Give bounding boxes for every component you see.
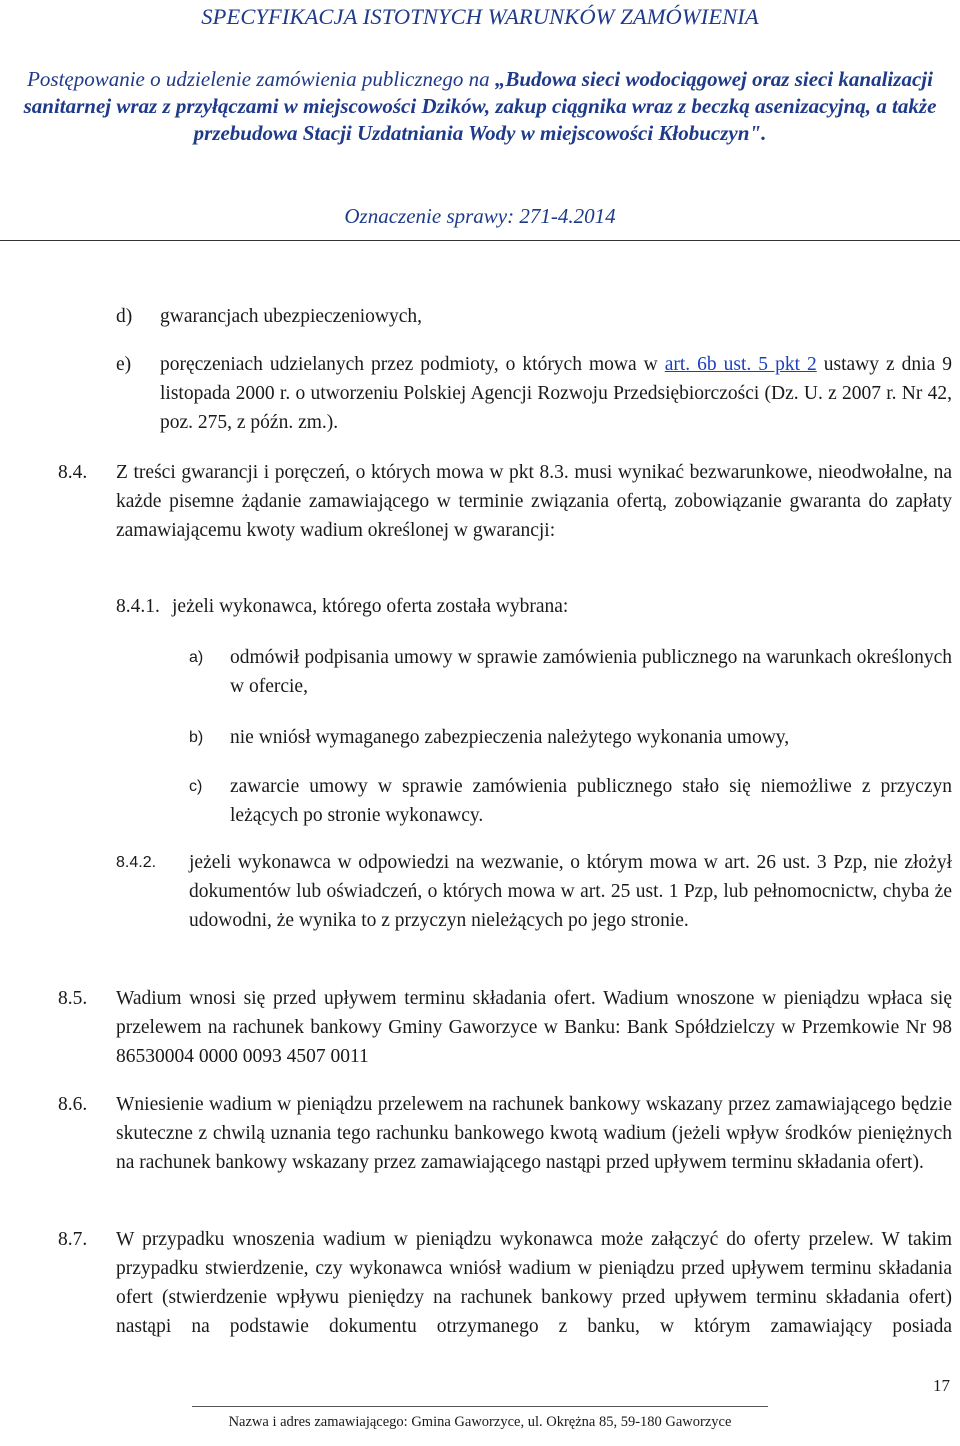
subject-prefix: Postępowanie o udzielenie zamówienia publicznego na xyxy=(27,67,495,91)
section-8-4-2-label: 8.4.2. xyxy=(116,854,157,871)
item-c-text: zawarcie umowy w sprawie zamówienia publicznego stało się niemożliwe z przyczyn leżących po stronie wykonawcy. xyxy=(230,776,952,826)
section-8-4-2-text: jeżeli wykonawca w odpowiedzi na wezwanie, o którym mowa w art. 26 ust. 3 Pzp, nie złożył dokumentów lub oświadczeń, o których mowa w art. 25 ust. 1 Pzp, lub pełnomocnictw, chyba że udowodni, że wynika to z przyczyn nieleżących po jego stronie. xyxy=(189,852,952,931)
section-8-7-label: 8.7. xyxy=(58,1229,88,1250)
section-8-4-1-label: 8.4.1. xyxy=(116,596,160,617)
item-b-label: b) xyxy=(189,729,204,746)
section-8-4-label: 8.4. xyxy=(58,462,88,483)
law-reference-link[interactable]: art. 6b ust. 5 pkt 2 xyxy=(664,354,817,375)
header-divider xyxy=(0,240,960,241)
item-a-label: a) xyxy=(189,649,204,666)
subject-name: „Budowa sieci wodociągowej oraz sieci kanalizacji sanitarnej wraz z przyłączami w miejscowości Dzików, zakup ciągnika wraz z beczką asenizacyjną, a także przebudowa Stacji Uzdatniania Wody w miejscowości Kłobuczyn". xyxy=(23,67,937,145)
footer-address: Nazwa i adres zamawiającego: Gmina Gaworzyce, ul. Okrężna 85, 59-180 Gaworzyce xyxy=(228,1414,732,1430)
section-8-5-text: Wadium wnosi się przed upływem terminu składania ofert. Wadium wnoszone w pieniądzu wpłaca się przelewem na rachunek bankowy Gminy Gaworzyce w Banku: Bank Spółdzielczy w Przemkowie Nr 98 86530004 0000 0093 4507 0011 xyxy=(116,988,952,1067)
item-e-text-before: poręczeniach udzielanych przez podmioty, o których mowa w xyxy=(160,354,665,375)
case-number: Oznaczenie sprawy: 271-4.2014 xyxy=(344,204,616,228)
item-a-text: odmówił podpisania umowy w sprawie zamówienia publicznego na warunkach określonych w ofercie, xyxy=(230,647,952,697)
item-e-text xyxy=(160,350,952,437)
item-c-label: c) xyxy=(189,778,203,795)
page-number: 17 xyxy=(933,1376,950,1395)
item-e-label: e) xyxy=(116,354,132,375)
footer-divider xyxy=(192,1406,768,1407)
section-8-4-text: Z treści gwarancji i poręczeń, o których mowa w pkt 8.3. musi wynikać bezwarunkowe, nieodwołalne, na każde pisemne żądanie zamawiającego w terminie związania ofertą, zobowiązanie gwaranta do zapłaty zamawiającemu kwoty wadium określonej w gwarancji: xyxy=(116,462,952,541)
item-b-text: nie wniósł wymaganego zabezpieczenia należytego wykonania umowy, xyxy=(230,727,790,748)
section-8-6-text: Wniesienie wadium w pieniądzu przelewem na rachunek bankowy wskazany przez zamawiającego będzie skuteczne z chwilą uznania tego rachunku bankowego kwotą wadium (jeżeli wpływ środków pieniężnych na rachunek bankowy wskazany przez zamawiającego nastąpi przed upływem terminu składania ofert). xyxy=(116,1094,952,1173)
item-d-label: d) xyxy=(116,306,133,327)
document-title: SPECYFIKACJA ISTOTNYCH WARUNKÓW ZAMÓWIENIA xyxy=(201,4,759,29)
procurement-subject xyxy=(20,66,940,147)
section-8-4-1-text: jeżeli wykonawca, którego oferta została wybrana: xyxy=(172,596,569,617)
section-8-5-label: 8.5. xyxy=(58,988,88,1009)
item-e-text-after: ustawy z dnia 9 listopada 2000 r. o utworzeniu Polskiej Agencji Rozwoju Przedsiębiorczości (Dz. U. z 2007 r. Nr 42, poz. 275, z późn. zm.). xyxy=(160,354,952,433)
section-8-7-text: W przypadku wnoszenia wadium w pieniądzu wykonawca może załączyć do oferty przelew. W takim przypadku stwierdzenie, czy wykonawca wniósł wadium w pieniądzu przed upływem terminu składania ofert (stwierdzenie wpływu pieniędzy na rachunek bankowy przed upływem terminu składania ofert) nastąpi na podstawie dokumentu otrzymanego z banku, w którym zamawiający posiada xyxy=(116,1229,952,1337)
section-8-6-label: 8.6. xyxy=(58,1094,88,1115)
item-d-text: gwarancjach ubezpieczeniowych, xyxy=(160,306,423,327)
